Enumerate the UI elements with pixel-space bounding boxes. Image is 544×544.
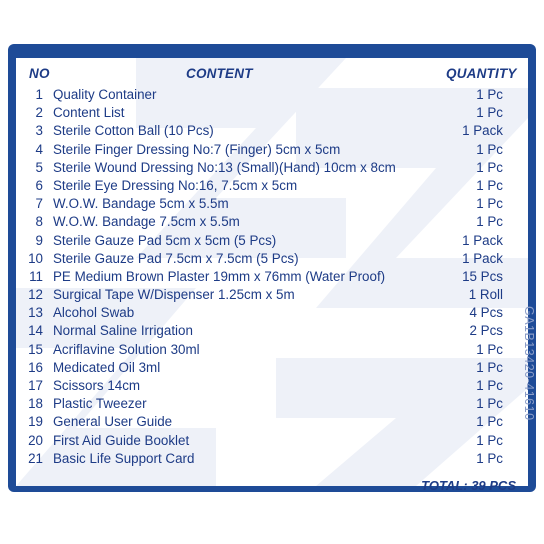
item-quantity: 1 Pc (476, 378, 503, 393)
item-quantity: 1 Roll (468, 287, 503, 303)
list-item (16, 322, 528, 340)
list-item (16, 250, 528, 268)
list-item (16, 450, 528, 468)
item-quantity: 4 Pcs (469, 305, 503, 321)
item-number: 4 (35, 141, 43, 157)
item-number: 7 (35, 196, 43, 212)
list-item (16, 177, 528, 195)
list-item (16, 377, 528, 395)
item-quantity: 1 Pc (476, 396, 503, 412)
content-list-panel (8, 44, 536, 492)
list-item (16, 432, 528, 450)
item-name: Alcohol Swab (53, 305, 135, 321)
item-name: Acriflavine Solution 30ml (53, 341, 200, 357)
list-item (16, 104, 528, 122)
item-quantity: 1 Pack (462, 232, 503, 248)
item-number: 3 (35, 123, 43, 139)
item-quantity: 1 Pc (476, 214, 503, 230)
content-list-card (16, 58, 528, 492)
list-item (16, 86, 528, 104)
item-name: W.O.W. Bandage 7.5cm x 5.5m (53, 214, 240, 230)
list-item (16, 341, 528, 359)
item-quantity: 1 Pc (476, 341, 503, 357)
item-name: Sterile Finger Dressing No:7 (Finger) 5cm x 5cm (53, 141, 341, 157)
header-content: CONTENT (186, 66, 253, 81)
item-name: Medicated Oil 3ml (53, 359, 161, 375)
item-number: 16 (28, 359, 43, 375)
item-quantity: 1 Pc (476, 432, 503, 448)
item-name: Sterile Cotton Ball (10 Pcs) (53, 123, 214, 139)
item-quantity: 1 Pc (476, 450, 503, 466)
header-no: NO (29, 66, 50, 81)
item-quantity: 1 Pack (462, 123, 503, 139)
item-quantity: 15 Pcs (462, 268, 503, 284)
item-name: Sterile Eye Dressing No:16, 7.5cm x 5cm (53, 177, 298, 193)
item-number: 1 (35, 87, 43, 102)
item-number: 13 (28, 305, 43, 321)
item-name: Sterile Gauze Pad 5cm x 5cm (5 Pcs) (53, 232, 277, 248)
item-name: Sterile Wound Dressing No:13 (Small)(Hand) 10cm x 8cm (53, 159, 396, 175)
list-item (16, 213, 528, 231)
item-number: 21 (28, 450, 43, 466)
item-quantity: 1 Pc (476, 359, 503, 375)
item-number: 20 (28, 432, 43, 448)
item-number: 5 (35, 159, 43, 175)
list-item (16, 359, 528, 377)
list-item (16, 413, 528, 431)
header-quantity: QUANTITY (446, 66, 517, 81)
item-name: Normal Saline Irrigation (53, 323, 193, 339)
item-quantity: 1 Pc (476, 159, 503, 175)
list-item (16, 286, 528, 304)
item-number: 8 (35, 214, 43, 230)
item-number: 10 (28, 250, 43, 266)
item-name: Scissors 14cm (53, 378, 141, 393)
item-name: First Aid Guide Booklet (53, 432, 190, 448)
list-item (16, 304, 528, 322)
item-quantity: 1 Pc (476, 105, 503, 121)
item-name: Surgical Tape W/Dispenser 1.25cm x 5m (53, 287, 295, 303)
item-number: 18 (28, 396, 43, 412)
item-number: 14 (28, 323, 43, 339)
item-name: Content List (53, 105, 125, 121)
list-item (16, 159, 528, 177)
side-code: GA1B13420-41610 (522, 306, 536, 421)
item-name: Sterile Gauze Pad 7.5cm x 7.5cm (5 Pcs) (53, 250, 299, 266)
list-item (16, 141, 528, 159)
item-quantity: 1 Pc (476, 414, 503, 430)
item-number: 11 (29, 268, 43, 284)
item-name: W.O.W. Bandage 5cm x 5.5m (53, 196, 229, 212)
item-quantity: 1 Pack (462, 250, 503, 266)
list-item (16, 268, 528, 286)
item-name: Basic Life Support Card (53, 450, 195, 466)
item-quantity: 1 Pc (476, 196, 503, 212)
list-item (16, 395, 528, 413)
item-number: 9 (35, 232, 43, 248)
item-name: Plastic Tweezer (53, 396, 147, 412)
list-item (16, 122, 528, 140)
item-number: 2 (35, 105, 43, 121)
item-number: 19 (28, 414, 43, 430)
item-number: 15 (28, 341, 43, 357)
item-name: General User Guide (53, 414, 173, 430)
total-count: TOTAL: 39 PCS (421, 478, 516, 492)
list-item (16, 195, 528, 213)
item-quantity: 1 Pc (476, 87, 503, 102)
item-name: Quality Container (53, 87, 157, 102)
item-quantity: 1 Pc (476, 141, 503, 157)
item-number: 17 (28, 378, 43, 393)
list-item (16, 232, 528, 250)
item-number: 12 (28, 287, 43, 303)
item-quantity: 2 Pcs (469, 323, 503, 339)
item-quantity: 1 Pc (476, 177, 503, 193)
item-list (16, 86, 528, 468)
item-number: 6 (35, 177, 43, 193)
item-name: PE Medium Brown Plaster 19mm x 76mm (Water Proof) (53, 268, 386, 284)
